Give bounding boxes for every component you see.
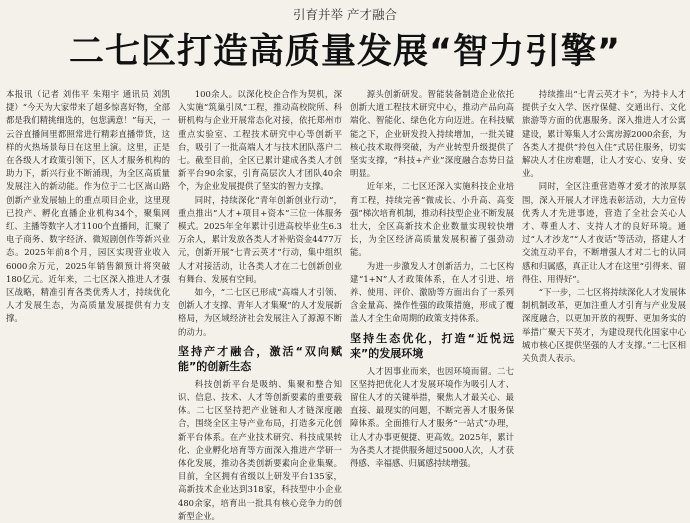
body-paragraph: 同时，持续深化“青年创新创业行动”，重点推出“人才+项目+资本”三位一体服务模式。2025年全年累计引进高校毕业生6.3万余人，累计发放各类人才补贴资金4477万元，创新开展“七青云英才”行动，集中组织人才对接活动，让各类人才在二七创新创业有舞台、发展有空间。 [178,194,342,284]
body-paragraph: 为进一步激发人才创新活力，二七区构建“1+N”人才政策体系，在人才引进、培养、使用、评价、激励等方面出台了一系列含金量高、操作性强的政策措施，形成了覆盖人才全生命周期的政策支持体系。 [350,260,514,324]
body-paragraph: 如今，“二七区已形成“高端人才引领、创新人才支撑、青年人才集聚”的人才发展新格局，为区域经济社会发展注入了源源不断的动力。 [178,287,342,337]
body-paragraph: 100余人。以深化校企合作为契机，深入实施“筑巢引凤”工程，推动高校院所、科研机构与企业开展常态化对接，依托郑州市重点实验室、工程技术研究中心等创新平台，吸引了一批高端人才与技术团队落户二七。截至目前，全区已累计建成各类人才创新平台90余家，引育高层次人才团队40余个，为企业发展提供了坚实的智力支撑。 [178,89,342,192]
article-column [350,88,514,476]
body-paragraph: “下一步，二七区将持续深化人才发展体制机制改革，更加注重人才引育与产业发展深度融合，以更加开放的视野、更加务实的举措广聚天下英才，为建设现代化国家中心城市核心区提供坚强的人才支撑。”二七区相关负责人表示。 [522,287,686,364]
section-subheading: 坚持生态优化，打造“近悦远来”的发展环境 [350,331,514,360]
body-paragraph: 人才因事业而来，也因环境而留。二七区坚持把优化人才发展环境作为吸引人才、留住人才的关键举措，聚焦人才最关心、最直接、最现实的问题，不断完善人才服务保障体系。全面推行人才服务“一站式”办理，让人才办事更便捷、更高效。2025年，累计为各类人才提供服务超过5000人次，人才获得感、幸福感、归属感持续增强。 [350,365,514,469]
body-paragraph: 科技创新平台是吸纳、集聚和整合知识、信息、技术、人才等创新要素的重要载体。二七区坚持把产业链和人才链深度融合，围绕全区主导产业布局，打造多元化创新平台体系。在产业技术研究、科技成果转化、企业孵化培育等方面深入推进产学研一体化发展，推动各类创新要素向企业集聚。目前，全区拥有省级以上研发平台135家，高新技术企业达到318家，科技型中小企业480余家，培育出一批具有核心竞争力的创新型企业。 [178,378,342,521]
article-column [6,88,170,476]
article-headline: 二七区打造高质量发展“智力引擎” [68,32,621,72]
article-column [178,88,342,521]
section-subheading: 坚持产才融合，激活“双向赋能”的创新生态 [178,344,342,373]
body-paragraph: 近年来，二七区还深入实施科技企业培育工程，持续完善“微成长、小升高、高变强”梯次培育机制，推动科技型企业不断发展壮大，全区高新技术企业数量实现较快增长，为全区经济高质量发展积蓄了强劲动能。 [350,181,514,258]
body-paragraph: 源头创新研发。智能装备制造企业依托创新大道工程技术研究中心，推动产品向高端化、智能化、绿色化方向迈进。在科技赋能之下，企业研发投入持续增加，一批关键核心技术取得突破，为产业转型升级提供了坚实支撑，“科技+产业”深度融合态势日益明显。 [350,89,514,179]
body-paragraph: 同时，全区注重营造尊才爱才的浓厚氛围，深入开展人才评选表彰活动，大力宣传优秀人才先进事迹，营造了全社会关心人才、尊重人才、支持人才的良好环境。通过“人才沙龙”“人才夜话”等活动，搭建人才交流互动平台，不断增强人才对二七的认同感和归属感，真正让人才在这里“引得来、留得住、用得好”。 [522,181,686,284]
article-column [522,88,686,476]
article-body [6,88,686,521]
body-paragraph: 持续推出“七青云英才卡”，为持卡人才提供子女入学、医疗保健、交通出行、文化旅游等方面的优惠服务。深入推进人才公寓建设，累计筹集人才公寓房源2000余套，为各类人才提供“拎包入住”式居住服务，切实解决人才住房难题，让人才安心、安身、安业。 [522,89,686,179]
body-paragraph: 本报讯（记者 刘伟平 朱翔宇 通讯员 刘凯捷）“今天为大家带来了超多惊喜好物，全部都是我们精挑细选的，包您满意！”每天，一云谷直播间里都照常进行精彩直播带货，这样的火热场景每日在这里上演。这里，正是在各级人才政策引领下，区人才服务机构的助力下，新兴行业不断涌现，为全区高质量发展注入的新动能。作为位于二七区嵩山路创新产业发展轴上的重点项目企业，这里现已投产、孵化直播企业机构34个，聚集网红、主播等数字人才1100个直播间，汇聚了电子商务、数字经济、微短剧创作等新兴业态。2025年前8个月，园区实现营业收入6000余万元，2025年销售额预计将突破180亿元。近年来，二七区深入推进人才强区战略，精准引育各类优秀人才，持续优化人才发展生态，为高质量发展提供有力支撑。 [6,89,170,324]
article-kicker: 引育并举 产才融合 [293,7,397,22]
